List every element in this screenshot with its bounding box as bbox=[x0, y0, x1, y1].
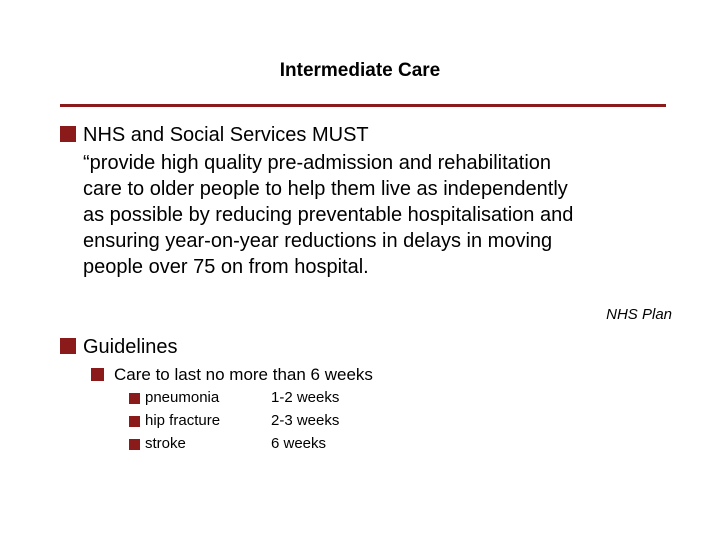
bullet-nhs-label: NHS and Social Services MUST bbox=[83, 124, 369, 146]
duration-hip-fracture: 2-3 weeks bbox=[271, 412, 340, 429]
sub-bullet-care-duration: Care to last no more than 6 weeks bbox=[114, 365, 373, 384]
quote-line: as possible by reducing preventable hospitalisation and bbox=[83, 204, 574, 226]
bullet-guidelines-label: Guidelines bbox=[83, 336, 178, 358]
duration-pneumonia: 1-2 weeks bbox=[271, 389, 340, 406]
title-divider bbox=[60, 104, 666, 107]
quote-line: people over 75 on from hospital. bbox=[83, 256, 369, 278]
condition-hip-fracture: hip fracture bbox=[145, 412, 221, 429]
quote-line: ensuring year-on-year reductions in delays in moving bbox=[83, 230, 553, 252]
sub-bullet-square-icon bbox=[91, 368, 104, 381]
bullet-square-icon bbox=[60, 338, 76, 354]
quote-source: NHS Plan bbox=[606, 306, 672, 323]
condition-stroke: stroke bbox=[145, 435, 186, 452]
quote-line: “provide high quality pre-admission and rehabilitation bbox=[83, 152, 552, 174]
duration-stroke: 6 weeks bbox=[271, 435, 327, 452]
condition-pneumonia: pneumonia bbox=[145, 389, 220, 406]
slide-title: Intermediate Care bbox=[279, 60, 441, 81]
item-square-icon bbox=[129, 393, 140, 404]
bullet-square-icon bbox=[60, 126, 76, 142]
quote-line: care to older people to help them live as independently bbox=[83, 178, 568, 200]
nhs-plan-quote bbox=[83, 150, 683, 280]
item-square-icon bbox=[129, 439, 140, 450]
item-square-icon bbox=[129, 416, 140, 427]
